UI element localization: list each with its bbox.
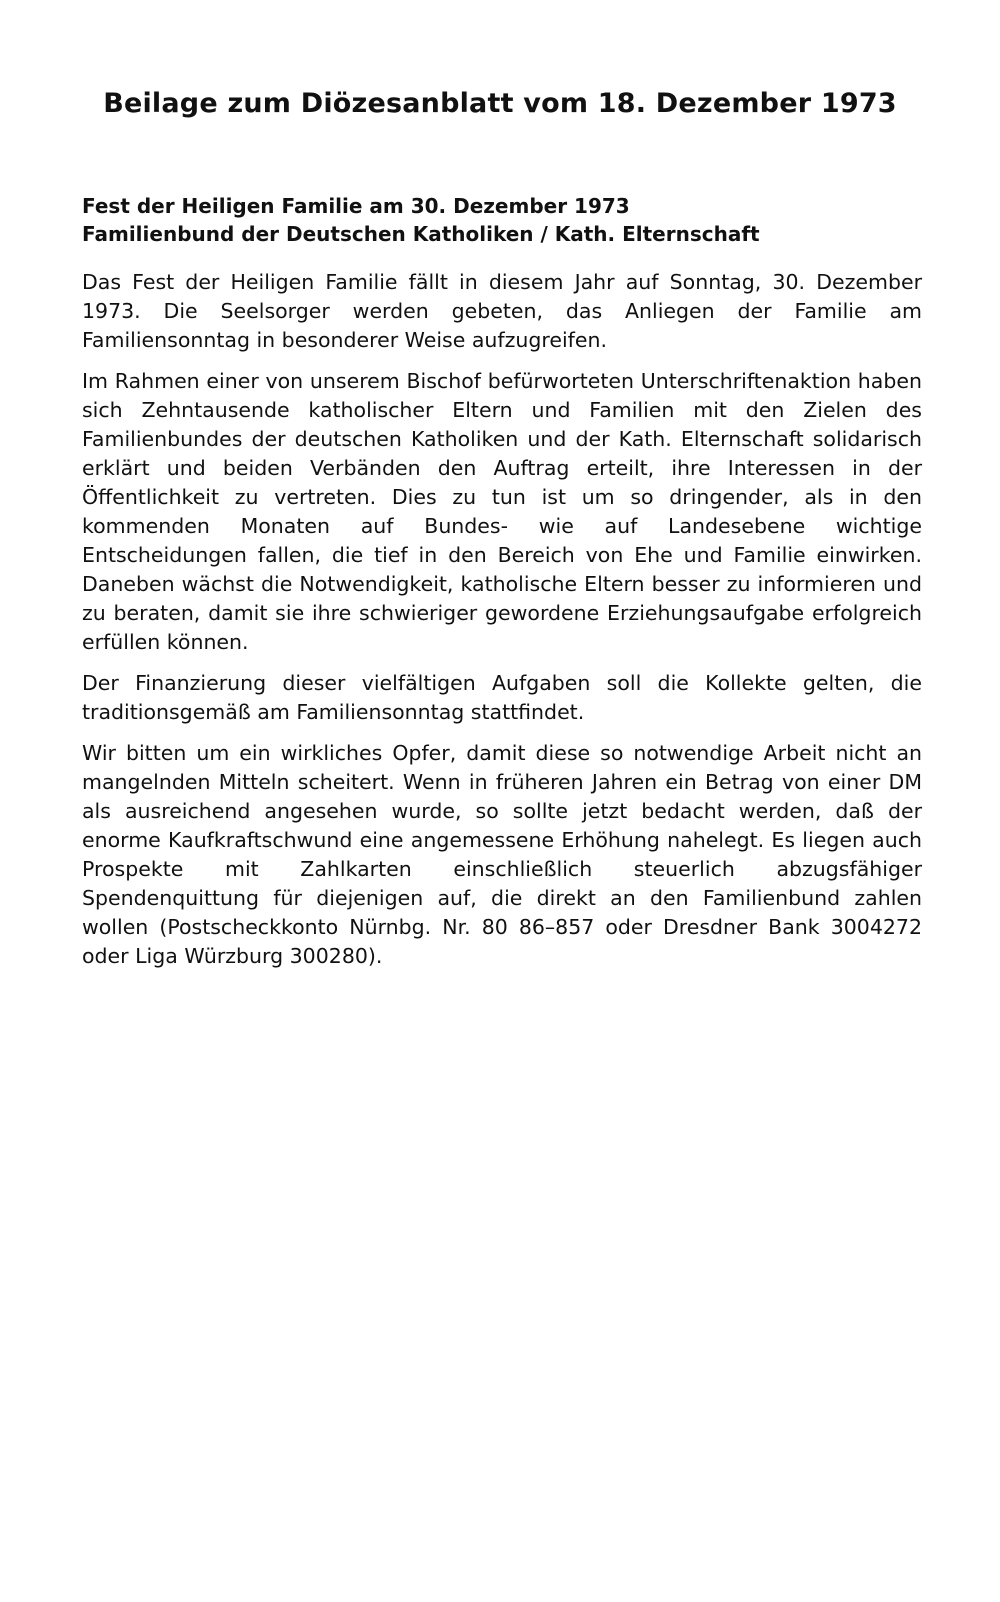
supplement-title: Beilage zum Diözesanblatt vom 18. Dezember 1973 <box>103 88 897 119</box>
paragraph-feast-date: Das Fest der Heiligen Familie fällt in diesem Jahr auf Sonntag, 30. Dezember 1973. Die Seelsorger werden gebeten, das Anliegen der Familie am Familiensonntag in besonderer Weise aufzugreifen. <box>82 270 922 352</box>
paragraph-collection: Der Finanzierung dieser vielfältigen Aufgaben soll die Kollekte gelten, die traditionsgemäß am Familiensonntag stattfindet. <box>82 671 922 724</box>
article-heading <box>82 192 922 248</box>
article-heading-line-1: Fest der Heiligen Familie am 30. Dezember 1973 <box>82 194 630 218</box>
paragraph-donation-request: Wir bitten um ein wirkliches Opfer, damit diese so notwendige Arbeit nicht an mangelnden Mitteln scheitert. Wenn in früheren Jahren ein Betrag von einer DM als ausreichend angesehen wurde, so sollte jetzt bedacht werden, daß der enorme Kaufkraftschwund eine angemessene Erhöhung nahelegt. Es liegen auch Prospekte mit Zahlkarten einschließlich steuerlich abzugsfähiger Spendenquittung für diejenigen auf, die direkt an den Familienbund zahlen wollen (Postscheckkonto Nürnbg. Nr. 80 86–857 oder Dresdner Bank 3004272 oder Liga Würzburg 300280). <box>82 741 922 968</box>
paragraph-signature-campaign: Im Rahmen einer von unserem Bischof befürworteten Unterschriftenaktion haben sich Zehntausende katholischer Eltern und Familien mit den Zielen des Familienbundes der deutschen Katholiken und der Kath. Elternschaft solidarisch erklärt und beiden Verbänden den Auftrag erteilt, ihre Interessen in der Öffentlichkeit zu vertreten. Dies zu tun ist um so dringender, als in den kommenden Monaten auf Bundes- wie auf Landesebene wichtige Entscheidungen fallen, die tief in den Bereich von Ehe und Familie einwirken. Daneben wächst die Notwendigkeit, katholische Eltern besser zu informieren und zu beraten, damit sie ihre schwieriger gewordene Erziehungsaufgabe erfolgreich erfüllen können. <box>82 369 922 654</box>
article <box>82 192 922 983</box>
article-heading-line-2: Familienbund der Deutschen Katholiken / Kath. Elternschaft <box>82 222 760 246</box>
